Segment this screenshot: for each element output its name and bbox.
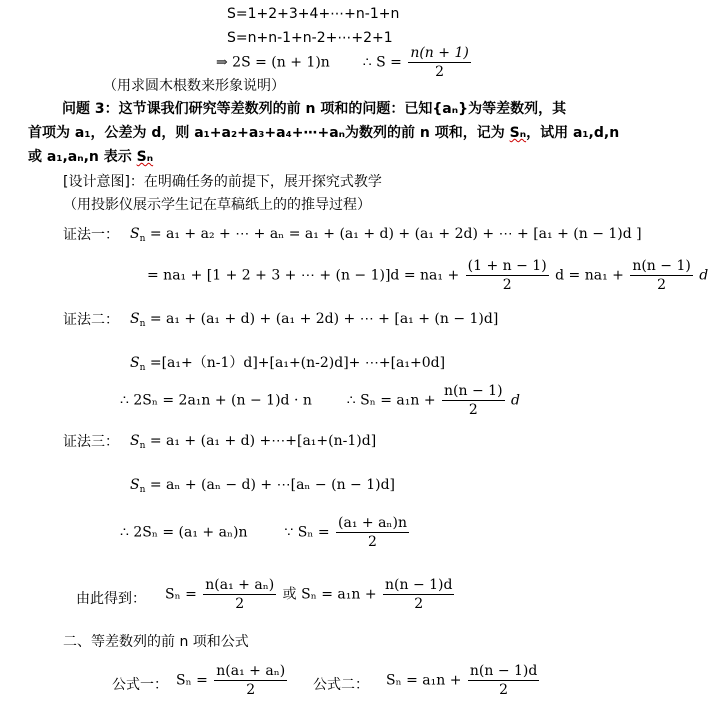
proof1-line2-a: = na₁ + [1 + 2 + 3 + ⋯ + (n − 1)]d = na₁ + bbox=[147, 267, 460, 284]
proof3-line2-rhs: = aₙ + (aₙ − d) + ⋯[aₙ − (n − 1)d] bbox=[149, 477, 396, 493]
problem3-line3 bbox=[28, 148, 153, 166]
fraction-denominator: 2 bbox=[414, 596, 424, 612]
sn-label-2: Sₙ bbox=[136, 149, 154, 165]
problem3-line2-text: 首项为 a₁，公差为 d，则 a₁+a₂+a₃+a₄+⋯+aₙ为数列的前 n 项和，记为 bbox=[28, 125, 510, 141]
proof2-line1: $S_n = a_1 + (a_1 + d) + (a_1 + 2d)$ + ⋯ + [a₁ + (n − 1)d] bbox=[130, 311, 499, 329]
proof1-line2-b: d = na₁ + bbox=[555, 267, 624, 284]
fraction-numerator: n(n − 1)d bbox=[385, 577, 453, 593]
proof1-line2-c: d bbox=[699, 267, 708, 284]
conclusion-formula bbox=[165, 577, 456, 612]
fraction-numerator: n(n − 1)d bbox=[469, 663, 538, 679]
proof1-line1-rhs: = a₁ + a₂ + ⋯ + aₙ = a₁ + (a₁ + d) + (a₁ + 2d) + ⋯ + [a₁ + (n − 1)d ] bbox=[149, 226, 642, 242]
fraction-denominator: 2 bbox=[368, 534, 377, 550]
proof3-line1-rhs: = a₁ + (a₁ + d) +⋯+[a₁+(n-1)d] bbox=[149, 433, 377, 449]
formula1-s: Sₙ = bbox=[176, 672, 208, 689]
proof3-line3-b: ∵ Sₙ = bbox=[284, 524, 330, 541]
fraction-denominator: 2 bbox=[499, 682, 509, 698]
proof3-line3 bbox=[120, 515, 411, 550]
formula2-fraction bbox=[468, 663, 539, 698]
note-wood: （用求圆木根数来形象说明） bbox=[103, 78, 285, 94]
fraction-numerator: n(n − 1) bbox=[444, 383, 503, 399]
proof3-label: 证法三： bbox=[63, 434, 119, 450]
formula1-fraction bbox=[214, 663, 287, 698]
fraction-numerator: n(n + 1) bbox=[410, 45, 469, 61]
fraction-denominator: 2 bbox=[502, 277, 512, 293]
problem3-line1: 问题 3：这节课我们研究等差数列的前 n 项和的问题：已知{aₙ}为等差数列，其 bbox=[62, 101, 567, 117]
formula2-label: 公式二： bbox=[313, 677, 369, 693]
note-projector: （用投影仪展示学生记在草稿纸上的的推导过程） bbox=[63, 197, 371, 213]
proof2-line3-b: ∴ Sₙ = a₁n + bbox=[346, 392, 436, 409]
formula2 bbox=[386, 663, 541, 698]
proof2-fraction bbox=[442, 383, 505, 418]
formula1-label: 公式一： bbox=[112, 677, 168, 693]
proof1-line1: $S_n = a_1 + a_2$ + ⋯ + aₙ = a₁ + (a₁ + d) + (a₁ + 2d) + ⋯ + [a₁ + (n − 1)d ] bbox=[130, 226, 642, 244]
fraction-numerator: n(n − 1) bbox=[632, 258, 691, 274]
proof2-line2-rhs: =[a₁+（n-1）d]+[a₁+(n-2)d]+ ⋯+[a₁+0d] bbox=[149, 355, 446, 371]
fraction-numerator: (a₁ + aₙ)n bbox=[338, 515, 407, 531]
sn-label: Sₙ bbox=[509, 125, 527, 141]
proof2-line3-a: ∴ 2Sₙ = 2a₁n + (n − 1)d · n bbox=[120, 392, 312, 409]
conclusion-s-eq2: Sₙ = a₁n + bbox=[301, 586, 377, 603]
problem3-line2 bbox=[28, 124, 619, 142]
proof1-fraction1 bbox=[466, 258, 549, 293]
conclusion-fraction1 bbox=[203, 577, 276, 612]
proof3-fraction bbox=[336, 515, 409, 550]
sum-backward-line: S=n+n-1+n-2+⋯+2+1 bbox=[227, 30, 393, 46]
proof3-line2: $S_n = a_n + (a_n - d)$ + ⋯[aₙ − (n − 1)d] bbox=[130, 477, 396, 495]
fraction-denominator: 2 bbox=[235, 596, 245, 612]
section2-title: 二、等差数列的前 n 项和公式 bbox=[63, 634, 249, 650]
implies-expr: ⇒ 2S = (n + 1)n bbox=[216, 54, 330, 71]
design-intent: [设计意图]：在明确任务的前提下，展开探究式教学 bbox=[63, 174, 382, 190]
fraction-denominator: 2 bbox=[246, 682, 256, 698]
proof2-label: 证法二： bbox=[63, 312, 119, 328]
proof2-line3-c: d bbox=[510, 392, 520, 409]
proof1-label: 证法一： bbox=[63, 227, 119, 243]
conclusion-s-eq: Sₙ = bbox=[165, 586, 197, 603]
formula1 bbox=[176, 663, 289, 698]
fraction-numerator: n(a₁ + aₙ) bbox=[205, 577, 275, 593]
problem3-line2-tail: ，试用 a₁,d,n bbox=[526, 125, 620, 141]
fraction-numerator: (1 + n − 1) bbox=[467, 258, 547, 274]
fraction-denominator: 2 bbox=[657, 277, 667, 293]
proof2-line1-rhs: = a₁ + (a₁ + d) + (a₁ + 2d) + ⋯ + [a₁ + (n − 1)d] bbox=[149, 311, 499, 327]
proof3-line1: $S_n = a_1 + (a_1 + d)$ +⋯+[a₁+(n-1)d] bbox=[130, 433, 377, 451]
sum-forward-line: S=1+2+3+4+⋯+n-1+n bbox=[227, 6, 400, 22]
fraction-numerator: n(a₁ + aₙ) bbox=[216, 663, 286, 679]
conclusion-or: 或 bbox=[282, 586, 297, 603]
fraction-denominator: 2 bbox=[435, 64, 445, 80]
proof3-line3-a: ∴ 2Sₙ = (a₁ + aₙ)n bbox=[120, 524, 248, 541]
fraction-denominator: 2 bbox=[468, 402, 478, 418]
proof2-line3 bbox=[120, 383, 520, 418]
conclusion-label: 由此得到： bbox=[76, 591, 146, 607]
sum-result-line bbox=[216, 45, 473, 80]
conclusion-fraction2 bbox=[383, 577, 454, 612]
formula2-s: Sₙ = a₁n + bbox=[386, 672, 462, 689]
problem3-line3-text: 或 a₁,aₙ,n 表示 bbox=[28, 149, 137, 165]
therefore-s: ∴ S = bbox=[362, 54, 402, 71]
sum-fraction bbox=[408, 45, 471, 80]
proof1-line2 bbox=[147, 258, 708, 293]
proof2-line2: $S_n =[a_1+(n-1)d]+[a_1+(n-2)d]+$ ⋯+[a₁+0d] bbox=[130, 355, 446, 373]
proof1-fraction2 bbox=[630, 258, 693, 293]
